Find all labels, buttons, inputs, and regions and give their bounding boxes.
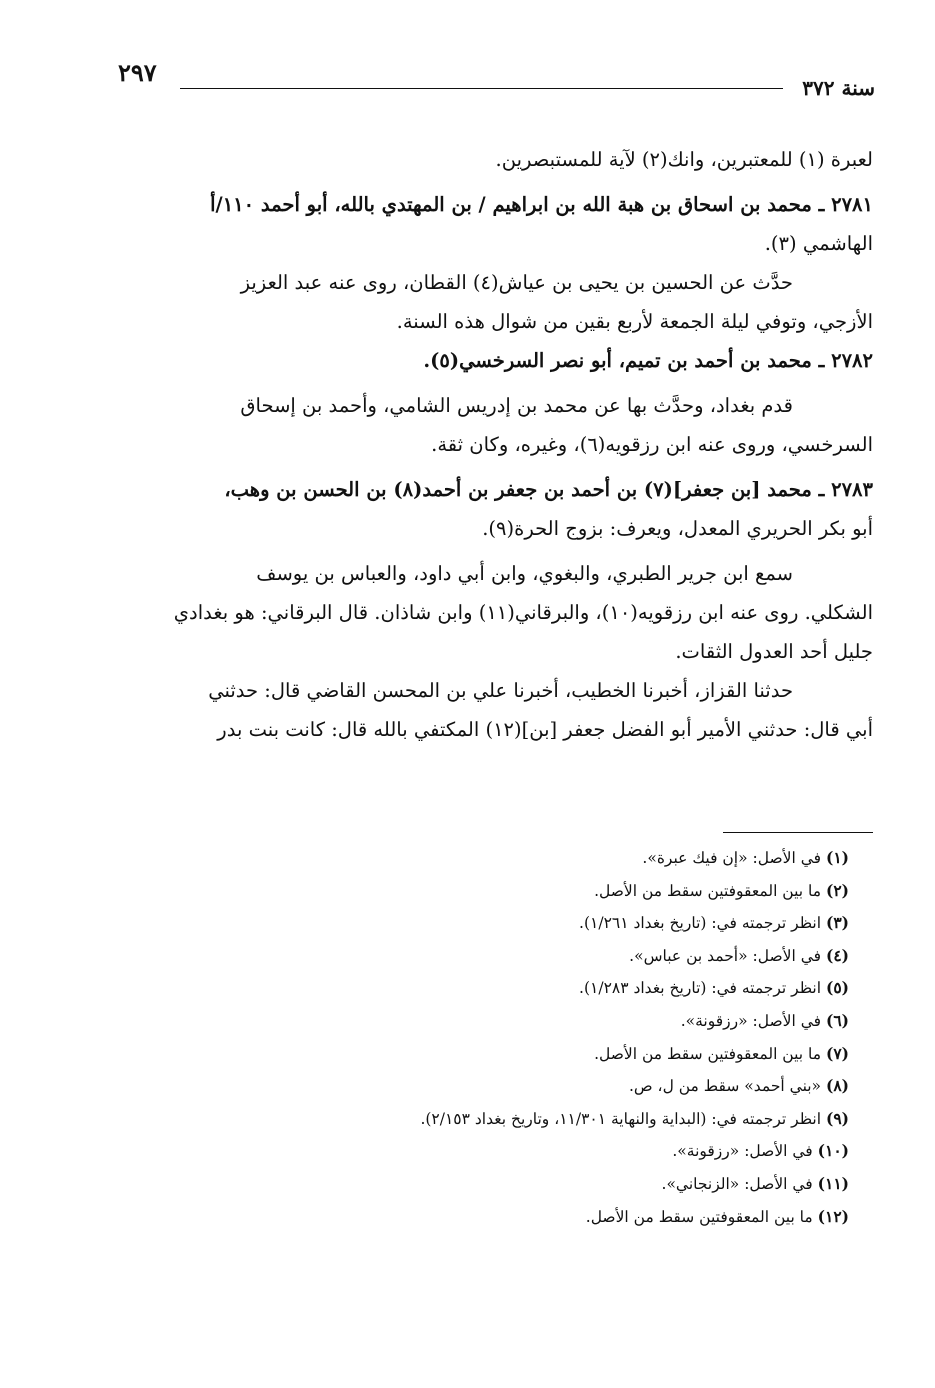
text-line: قدم بغداد، وحدَّث بها عن محمد بن إدريس الشامي، وأحمد بن إسحاق	[240, 394, 793, 417]
footnote-number: (٩)	[825, 1108, 849, 1128]
footnote	[109, 875, 849, 908]
text-line: حدثنا القزاز، أخبرنا الخطيب، أخبرنا علي بن المحسن القاضي قال: حدثني	[208, 679, 793, 702]
footnote-text: انظر ترجمته في: (تاريخ بغداد ١/٢٨٣).	[579, 979, 822, 998]
footnote	[109, 1168, 849, 1201]
footnote-number: (٧)	[825, 1043, 849, 1063]
footnote-text: ما بين المعقوفتين سقط من الأصل.	[585, 1207, 813, 1226]
footnote-text: في الأصل: «إن فيك عبرة».	[642, 849, 822, 867]
footnote	[109, 1201, 849, 1234]
text-line: الشكلي. روى عنه ابن رزقويه(١٠)، والبرقاني(١١) وابن شاذان. قال البرقاني: هو بغدادي	[173, 601, 873, 624]
footnote-text: انظر ترجمته في: (تاريخ بغداد ١/٢٦١).	[579, 914, 822, 933]
footnote	[109, 1038, 849, 1071]
main-text	[65, 140, 873, 749]
footnote-text: ما بين المعقوفتين سقط من الأصل.	[594, 881, 822, 900]
footnote	[109, 907, 849, 940]
text-line: الهاشمي (٣).	[764, 232, 873, 255]
footnote-number: (١٢)	[817, 1206, 849, 1226]
text-line: لعبرة (١) للمعتبرين، وانك(٢) لآية للمستبصرين.	[495, 148, 873, 171]
page-header	[118, 58, 875, 102]
text-line: جليل أحد العدول الثقات.	[675, 640, 873, 663]
footnote-text: «بني أحمد» سقط من ل، ص.	[628, 1077, 822, 1096]
footnote-number: (١١)	[817, 1173, 849, 1193]
text-line: أبو بكر الحريري المعدل، ويعرف: بزوج الحرة(٩).	[482, 517, 873, 540]
footnote-rule	[723, 832, 873, 833]
running-head-year: سنة ٣٧٢	[802, 76, 875, 100]
entry-heading-2783: ٢٧٨٣ ـ محمد [بن جعفر](٧) بن أحمد بن جعفر بن أحمد(٨) بن الحسن بن وهب،	[224, 478, 873, 501]
text-line: أبي قال: حدثني الأمير أبو الفضل جعفر [بن](١٢) المكتفي بالله قال: كانت بنت بدر	[217, 718, 873, 741]
footnote-text: انظر ترجمته في: (البداية والنهاية ١١/٣٠١، وتاريخ بغداد ٢/١٥٣).	[420, 1109, 822, 1128]
footnote-number: (٨)	[825, 1076, 849, 1096]
footnote-text: في الأصل: «الزنجاني».	[661, 1174, 813, 1193]
text-line: الأزجي، وتوفي ليلة الجمعة لأربع بقين من شوال هذه السنة.	[396, 310, 873, 333]
footnote	[109, 972, 849, 1005]
footnote-number: (٢)	[825, 880, 849, 900]
footnote-text: في الأصل: «رزقونة».	[680, 1011, 822, 1030]
footnotes	[109, 842, 849, 1233]
footnote-text: ما بين المعقوفتين سقط من الأصل.	[594, 1044, 822, 1063]
page-number: ٢٩٧	[118, 58, 157, 87]
footnote-number: (١)	[825, 848, 849, 867]
footnote-number: (٦)	[825, 1010, 849, 1030]
footnote	[109, 1135, 849, 1168]
text-line: سمع ابن جرير الطبري، والبغوي، وابن أبي داود، والعباس بن يوسف	[256, 562, 793, 585]
entry-heading-2781: ٢٧٨١ ـ محمد بن اسحاق بن هبة الله بن ابراهيم / بن المهتدي بالله، أبو أحمد ١١٠/أ	[210, 193, 873, 216]
footnote	[109, 940, 849, 973]
footnote-number: (١٠)	[817, 1141, 849, 1161]
footnote-text: في الأصل: «أحمد بن عباس».	[629, 946, 822, 965]
footnote-number: (٥)	[825, 978, 849, 998]
footnote	[109, 1103, 849, 1136]
footnote-number: (٤)	[825, 945, 849, 965]
header-rule	[180, 88, 783, 89]
footnote	[109, 1070, 849, 1103]
text-line: حدَّث عن الحسين بن يحيى بن عياش(٤) القطان، روى عنه عبد العزيز	[240, 271, 793, 294]
footnote-number: (٣)	[825, 913, 849, 933]
text-line: السرخسي، وروى عنه ابن رزقويه(٦)، وغيره، وكان ثقة.	[431, 433, 873, 456]
entry-heading-2782: ٢٧٨٢ ـ محمد بن أحمد بن تميم، أبو نصر السرخسي(٥).	[423, 349, 873, 372]
footnote	[109, 842, 849, 875]
footnote-text: في الأصل: «رزقونة».	[672, 1142, 813, 1161]
footnote	[109, 1005, 849, 1038]
